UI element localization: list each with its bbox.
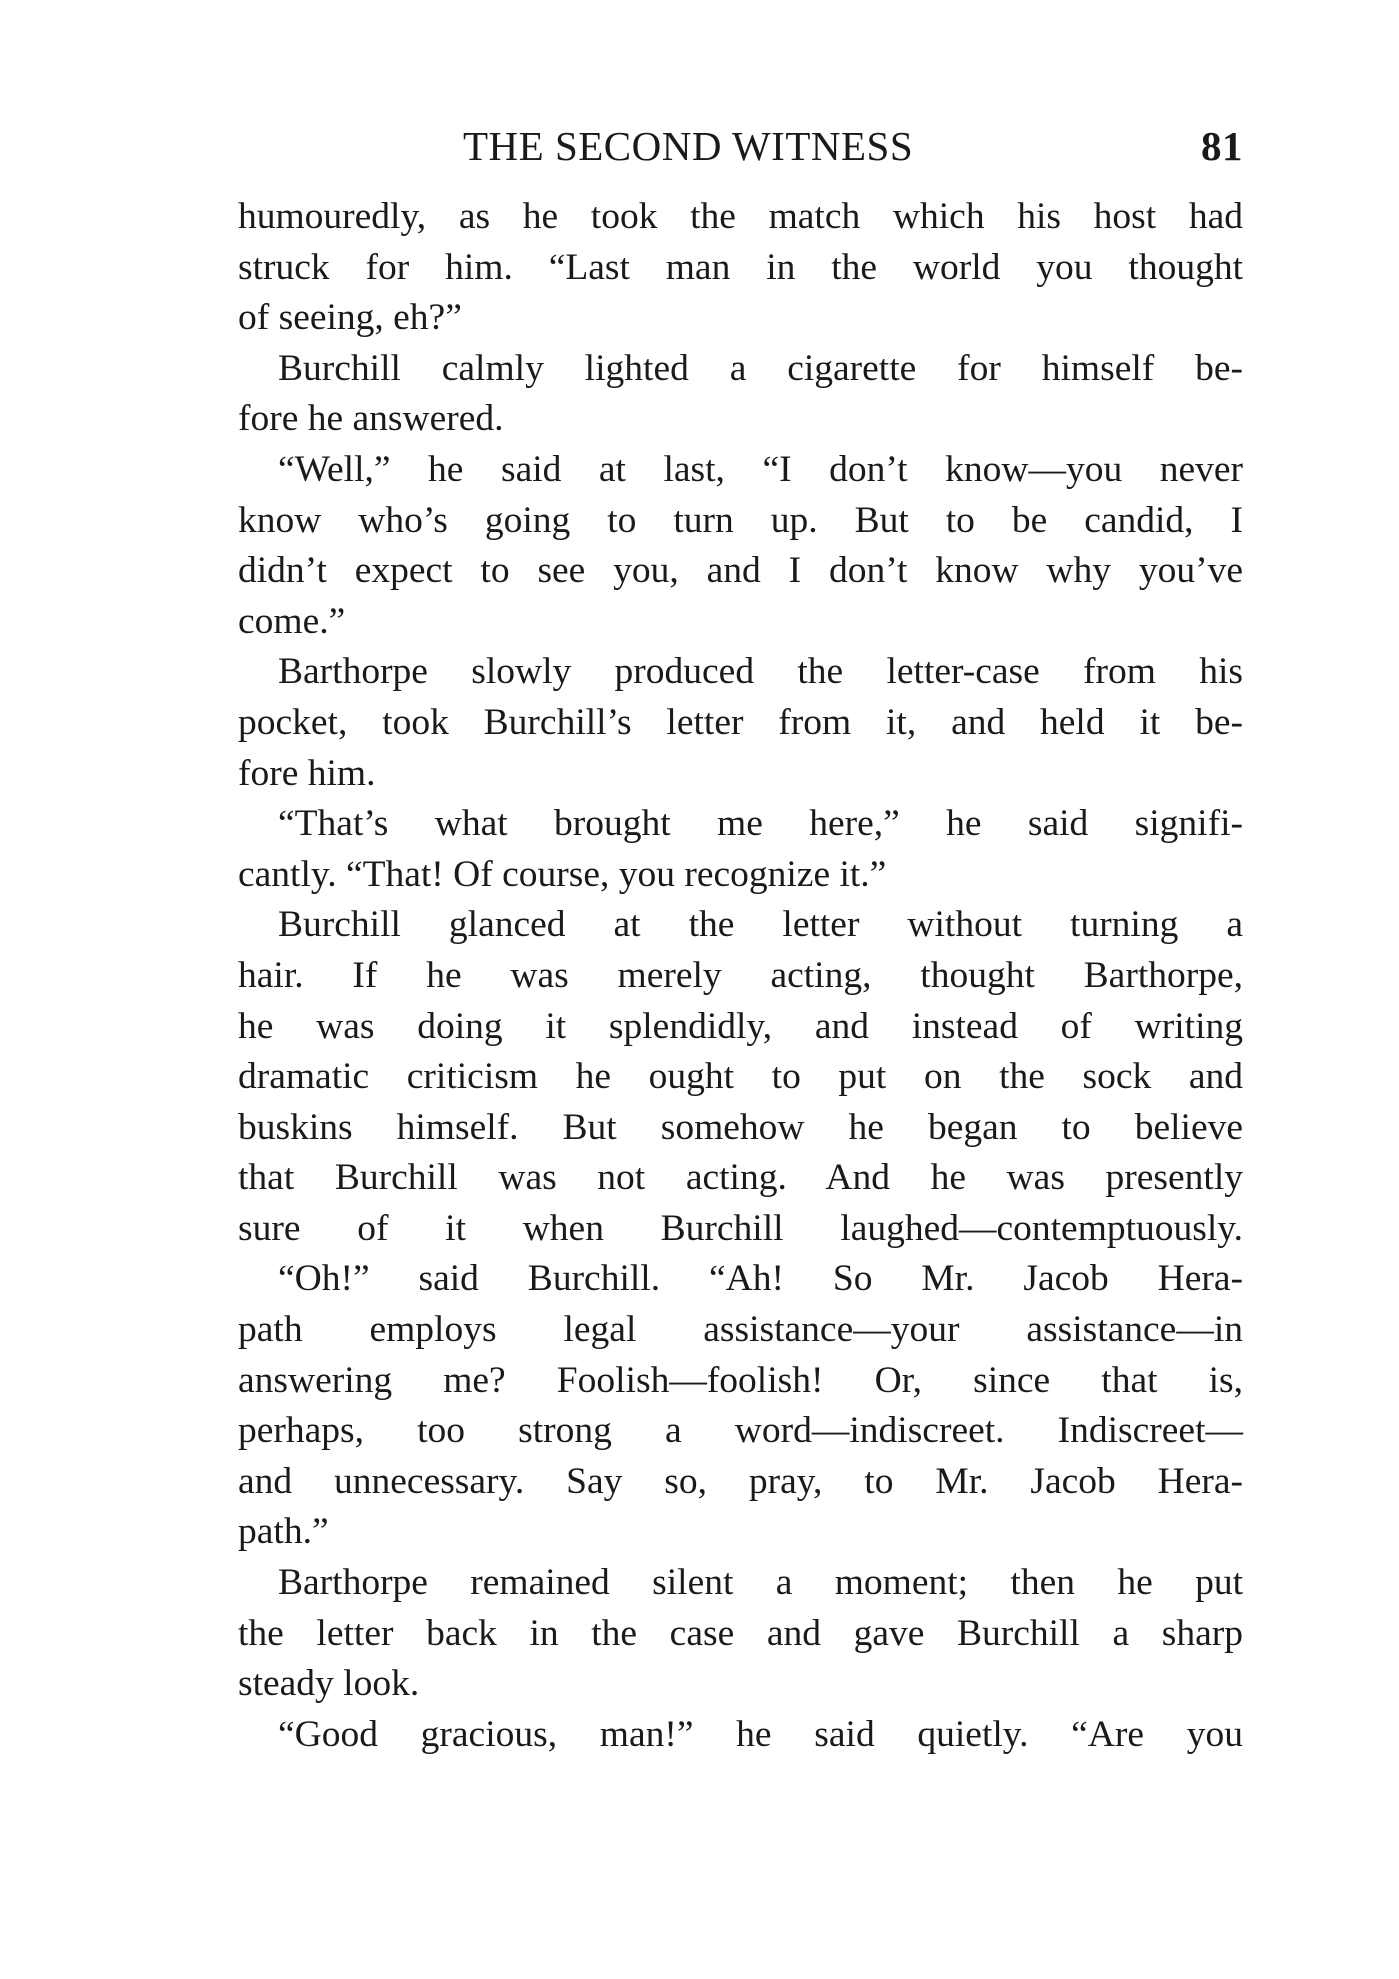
text-line: dramatic criticism he ought to put on the sock and [238, 1056, 1243, 1098]
text-line: the letter back in the case and gave Burchill a sharp [238, 1612, 1243, 1654]
text-line: “That’s what brought me here,” he said signifi- [278, 803, 1243, 845]
text-line: that Burchill was not acting. And he was presently [238, 1157, 1243, 1199]
text-line: Burchill glanced at the letter without turning a [278, 904, 1243, 946]
text-line: “Good gracious, man!” he said quietly. “Are you [278, 1713, 1243, 1755]
text-line: Barthorpe remained silent a moment; then he put [278, 1562, 1243, 1604]
text-line: and unnecessary. Say so, pray, to Mr. Jacob Hera- [238, 1460, 1243, 1502]
text-line: Barthorpe slowly produced the letter-case from his [278, 651, 1243, 693]
page-number: 81 [1201, 123, 1243, 169]
text-line: come.” [238, 600, 346, 642]
text-line: perhaps, too strong a word—indiscreet. Indiscreet— [238, 1410, 1243, 1452]
text-line: buskins himself. But somehow he began to believe [238, 1106, 1243, 1148]
text-line: of seeing, eh?” [238, 297, 462, 339]
running-title: THE SECOND WITNESS [463, 123, 914, 169]
text-line: sure of it when Burchill laughed—contemptuously. [238, 1207, 1243, 1249]
text-line: pocket, took Burchill’s letter from it, and held it be- [238, 701, 1243, 743]
text-line: cantly. “That! Of course, you recognize it.” [238, 853, 887, 895]
text-line: answering me? Foolish—foolish! Or, since that is, [238, 1359, 1243, 1401]
text-line: know who’s going to turn up. But to be candid, I [238, 499, 1243, 541]
text-line: fore him. [238, 752, 376, 794]
text-line: he was doing it splendidly, and instead of writing [238, 1005, 1243, 1047]
text-line: “Well,” he said at last, “I don’t know—you never [278, 448, 1243, 490]
text-line: struck for him. “Last man in the world you thought [238, 246, 1243, 288]
text-line: path.” [238, 1511, 329, 1553]
text-line: didn’t expect to see you, and I don’t know why you’ve [238, 550, 1243, 592]
text-line: path employs legal assistance—your assistance—in [238, 1309, 1243, 1351]
text-line: Burchill calmly lighted a cigarette for himself be- [278, 347, 1243, 389]
text-line: humouredly, as he took the match which his host had [238, 196, 1243, 237]
running-head [238, 122, 1243, 182]
text-line: hair. If he was merely acting, thought Barthorpe, [238, 954, 1243, 996]
text-line: “Oh!” said Burchill. “Ah! So Mr. Jacob Hera- [278, 1258, 1243, 1300]
body-text [238, 192, 1243, 1760]
text-line: fore he answered. [238, 398, 504, 440]
text-line: steady look. [238, 1663, 420, 1705]
